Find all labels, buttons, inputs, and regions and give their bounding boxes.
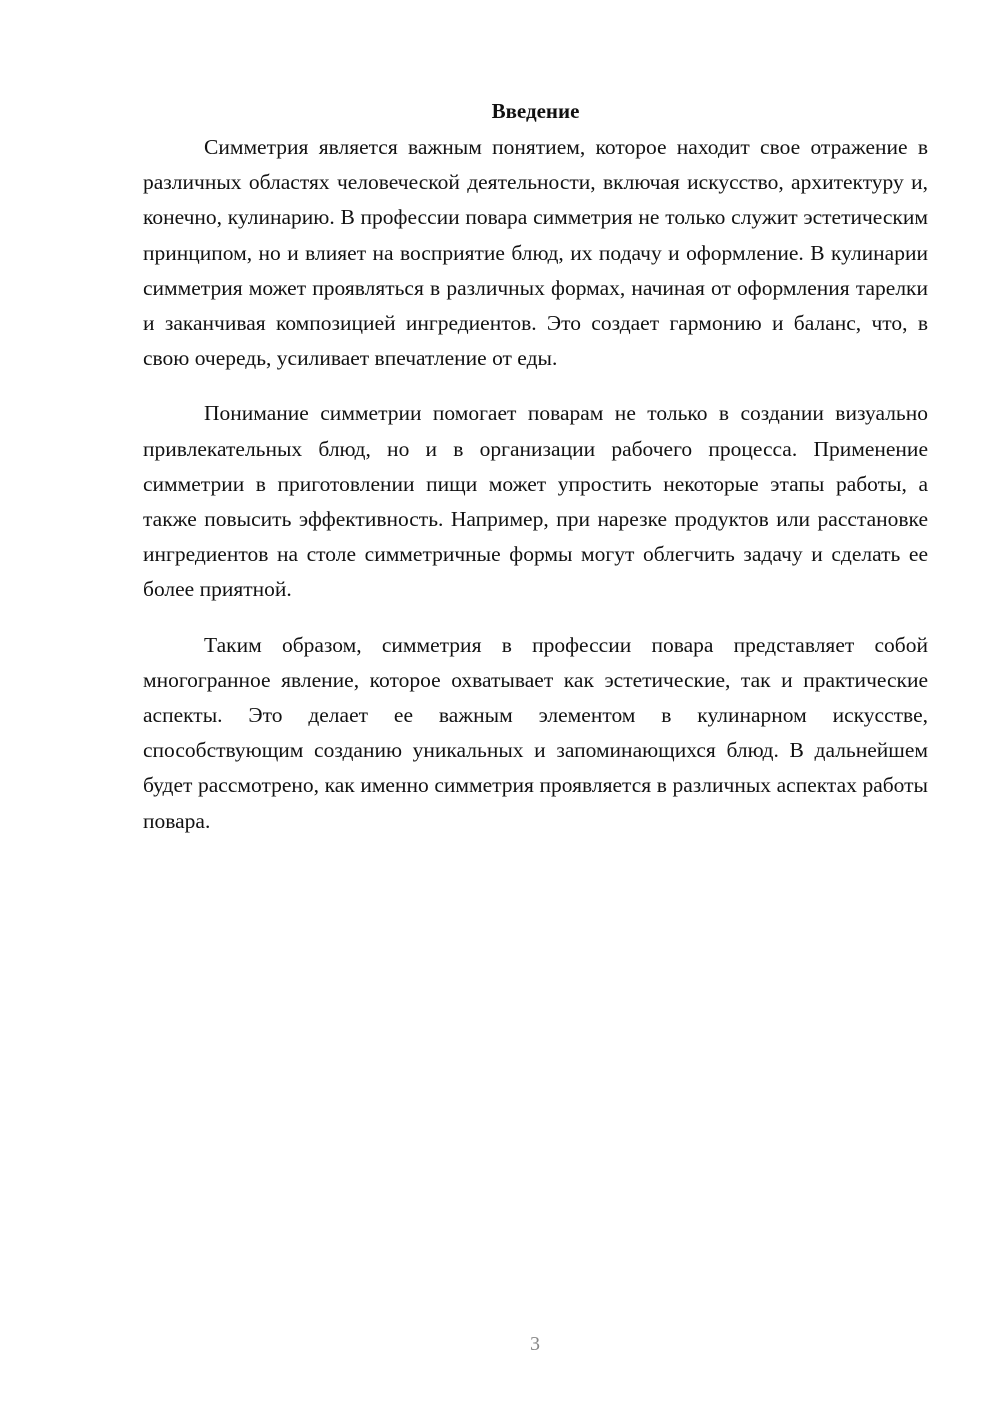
- paragraph-1: Симметрия является важным понятием, которое находит свое отражение в различных областях человеческой деятельности, включая искусство, архитектуру и, конечно, кулинарию. В профессии повара симметрия не только служит эстетическим принципом, но и влияет на восприятие блюд, их подачу и оформление. В кулинарии симметрия может проявляться в различных формах, начиная от оформления тарелки и заканчивая композицией ингредиентов. Это создает гармонию и баланс, что, в свою очередь, усиливает впечатление от еды.: [143, 135, 928, 371]
- page-number: 3: [530, 1333, 540, 1355]
- section-heading: Введение: [491, 99, 580, 123]
- page-content: [143, 96, 928, 859]
- paragraph-3: Таким образом, симметрия в профессии повара представляет собой многогранное явление, которое охватывает как эстетические, так и практические аспекты. Это делает ее важным элементом в кулинарном искусстве, способствующим созданию уникальных и запоминающихся блюд. В дальнейшем будет рассмотрено, как именно симметрия проявляется в различных аспектах работы повара.: [143, 632, 928, 833]
- paragraph-2: Понимание симметрии помогает поварам не только в создании визуально привлекательных блюд, но и в организации рабочего процесса. Применение симметрии в приготовлении пищи может упростить некоторые этапы работы, а также повысить эффективность. Например, при нарезке продуктов или расстановке ингредиентов на столе симметричные формы могут облегчить задачу и сделать ее более приятной.: [143, 401, 928, 602]
